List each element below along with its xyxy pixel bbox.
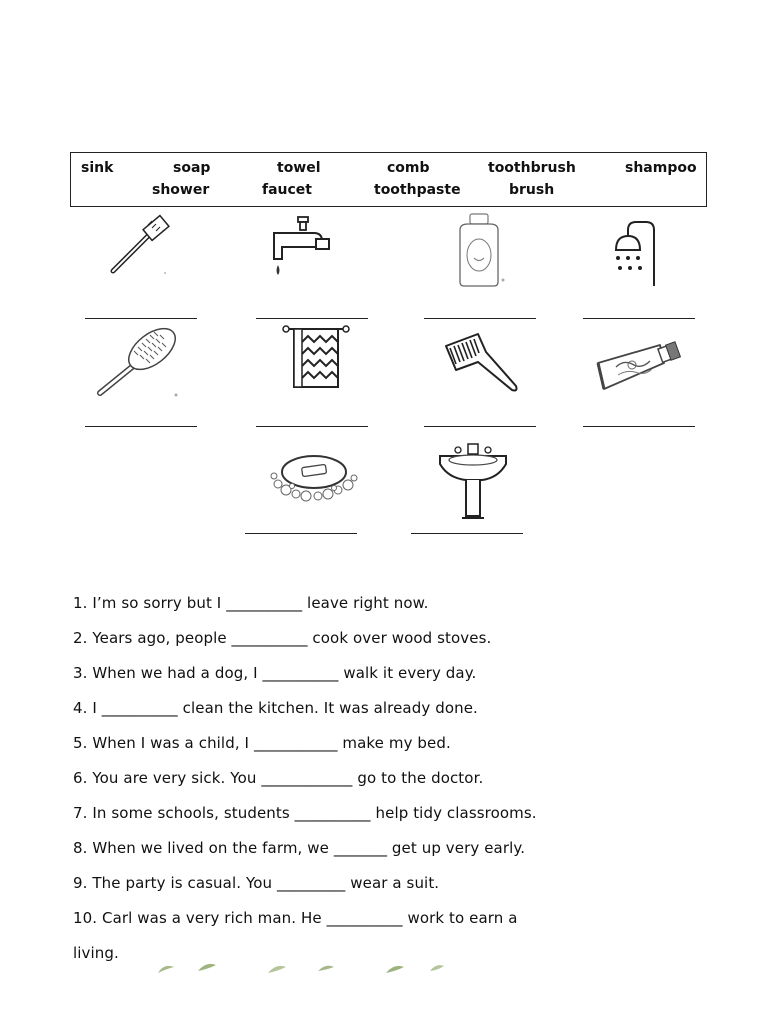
sentence-2: 2. Years ago, people __________ cook over wood stoves.	[73, 629, 492, 647]
brush-icon	[92, 325, 187, 400]
toothpaste-icon	[594, 333, 684, 393]
shower-icon	[606, 218, 661, 288]
towel-icon	[282, 324, 350, 392]
sentence-3: 3. When we had a dog, I __________ walk it every day.	[73, 664, 477, 682]
answer-line	[424, 318, 536, 319]
answer-line	[583, 426, 695, 427]
word-bank-item: comb	[387, 160, 430, 176]
answer-line	[245, 533, 357, 534]
sentence-9: 9. The party is casual. You _________ wear a suit.	[73, 874, 440, 892]
sentence-8: 8. When we lived on the farm, we _______ get up very early.	[73, 839, 526, 857]
word-bank-item: towel	[277, 160, 321, 176]
faucet-icon	[270, 213, 335, 283]
sentence-5: 5. When I was a child, I ___________ make my bed.	[73, 734, 451, 752]
sentence-10: 10. Carl was a very rich man. He __________ work to earn a	[73, 909, 518, 927]
sentence-6: 6. You are very sick. You ____________ go to the doctor.	[73, 769, 484, 787]
answer-line	[256, 318, 368, 319]
sentence-7: 7. In some schools, students __________ help tidy classrooms.	[73, 804, 537, 822]
comb-icon	[438, 328, 523, 396]
sink-icon	[436, 438, 511, 523]
toothbrush-icon	[105, 213, 175, 278]
answer-line	[583, 318, 695, 319]
soap-icon	[268, 448, 360, 504]
word-bank-item: faucet	[262, 182, 312, 198]
answer-line	[411, 533, 523, 534]
word-bank-item: brush	[509, 182, 555, 198]
word-bank-item: sink	[81, 160, 114, 176]
word-bank-item: shampoo	[625, 160, 697, 176]
word-bank	[70, 152, 707, 207]
word-bank-item: shower	[152, 182, 210, 198]
word-bank-item: toothpaste	[374, 182, 461, 198]
leaf-decoration	[150, 960, 450, 979]
answer-line	[256, 426, 368, 427]
sentence-4: 4. I __________ clean the kitchen. It was already done.	[73, 699, 478, 717]
answer-line	[424, 426, 536, 427]
answer-line	[85, 318, 197, 319]
word-bank-item: soap	[173, 160, 211, 176]
answer-line	[85, 426, 197, 427]
sentence-10-continued: living.	[73, 944, 119, 962]
word-bank-item: toothbrush	[488, 160, 576, 176]
shampoo-icon	[450, 210, 510, 290]
sentence-1: 1. I’m so sorry but I __________ leave right now.	[73, 594, 429, 612]
